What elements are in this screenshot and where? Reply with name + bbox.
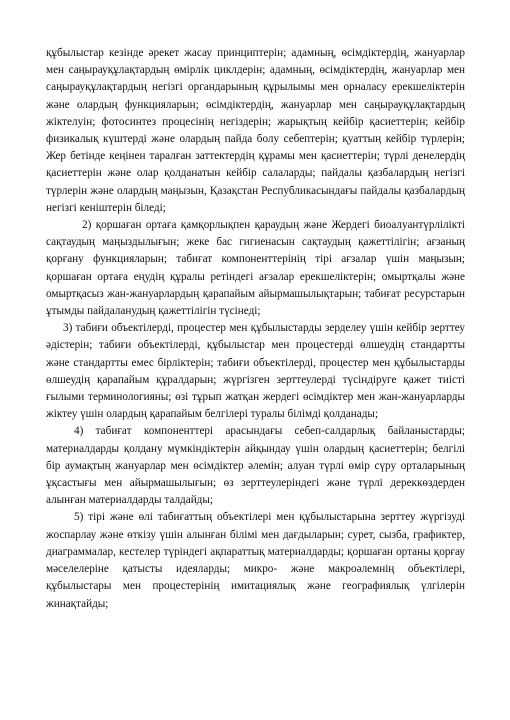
document-page [46, 45, 465, 613]
paragraph-3: 3) табиғи объектілерді, процестер мен құбылыстарды зерделеу үшін кейбір зерттеу әдістерін; табиғи объектілерді, құбылыстар мен процестерді өлшеудің стандартты және стандартты емес бірліктерін; табиғи объектілерді, процестер мен құбылыстарды өлшеудің қарапайым құралдарын; жүргізген зерттеулерді түсіндіруге қажет тиісті ғылыми терминологияны; өзі тұрып жатқан жердегі өсімдіктер мен жан-жануарларды жіктеу үшін олардың қарапайым белгілері туралы білімді қолданады; [46, 322, 465, 421]
paragraph-2: 2) қоршаған ортаға қамқорлықпен қараудың және Жердегі биоалуантүрлілікті сақтаудың маңыздылығын; жеке бас гигиенасын сақтаудың қажеттілігін; ағзаның қорғану функцияларын; табиғат компоненттерінің тірі ағзалар үшін маңызын; қоршаған ортаға еңудің құралы ретіндегі ағзалар ерекшеліктерін; омыртқалы және омыртқасыз жан-жануарлардың қарапайым айырмашылықтарын; табиғат ресурстарын ұтымды пайдаланудың қажеттілігін түсінеді; [46, 219, 465, 318]
paragraph-5: 5) тірі және өлі табиғаттың объектілері мен құбылыстарына зерттеу жүргізуді жоспарлау және өткізу үшін алынған білімі мен дағдыларын; сурет, сызба, графиктер, диаграммалар, кестелер түріндегі ақпараттық материалдарды; қоршаған ортаны қорғау мәселелеріне қатысты идеяларды; микро- және макроәлемнің объектілері, құбылыстары мен процестерінің имитациялық және географиялық үлгілерін жинақтайды; [46, 511, 465, 610]
paragraph-1: құбылыстар кезінде әрекет жасау принциптерін; адамның, өсімдіктердің, жануарлар мен саңырауқұлақтардың өмірлік циклдерін; адамның, өсімдіктердің, жануарлар мен саңырауқұлақтардың негізгі органдарының құрылымы мен орналасу ерекшеліктерін және олардың функцияларын; өсімдіктердің, жануарлар мен саңырауқұлақтардың жіктелуін; фотосинтез процесінің негіздерін; жарықтың кейбір қасиеттерін; кейбір физикалық күштерді және олардың пайда болу себептерін; қуаттың кейбір түрлерін; Жер бетінде кеңінен таралған заттектердің құрамы мен қасиеттерін; түрлі денелердің қасиеттерін және олар қолданатын кейбір салаларды; пайдалы қазбалардың негізгі түрлерін және олардың маңызын, Қазақстан Республикасындағы пайдалы қазбалардың негізгі кеніштерін біледі; [46, 47, 465, 214]
paragraph-4: 4) табиғат компоненттері арасындағы себеп-салдарлық байланыстарды; материалдарды қолдану мүмкіндіктерін айқындау үшін олардың қасиеттерін; белгілі бір аумақтың жануарлар мен өсімдіктер әлемін; алуан түрлі өмір сүру орталарының ұқсастығы мен айырмашылығын; өз зерттеулеріндегі және түрлі дереккөздерден алынған материалдарды талдайды; [46, 425, 465, 507]
